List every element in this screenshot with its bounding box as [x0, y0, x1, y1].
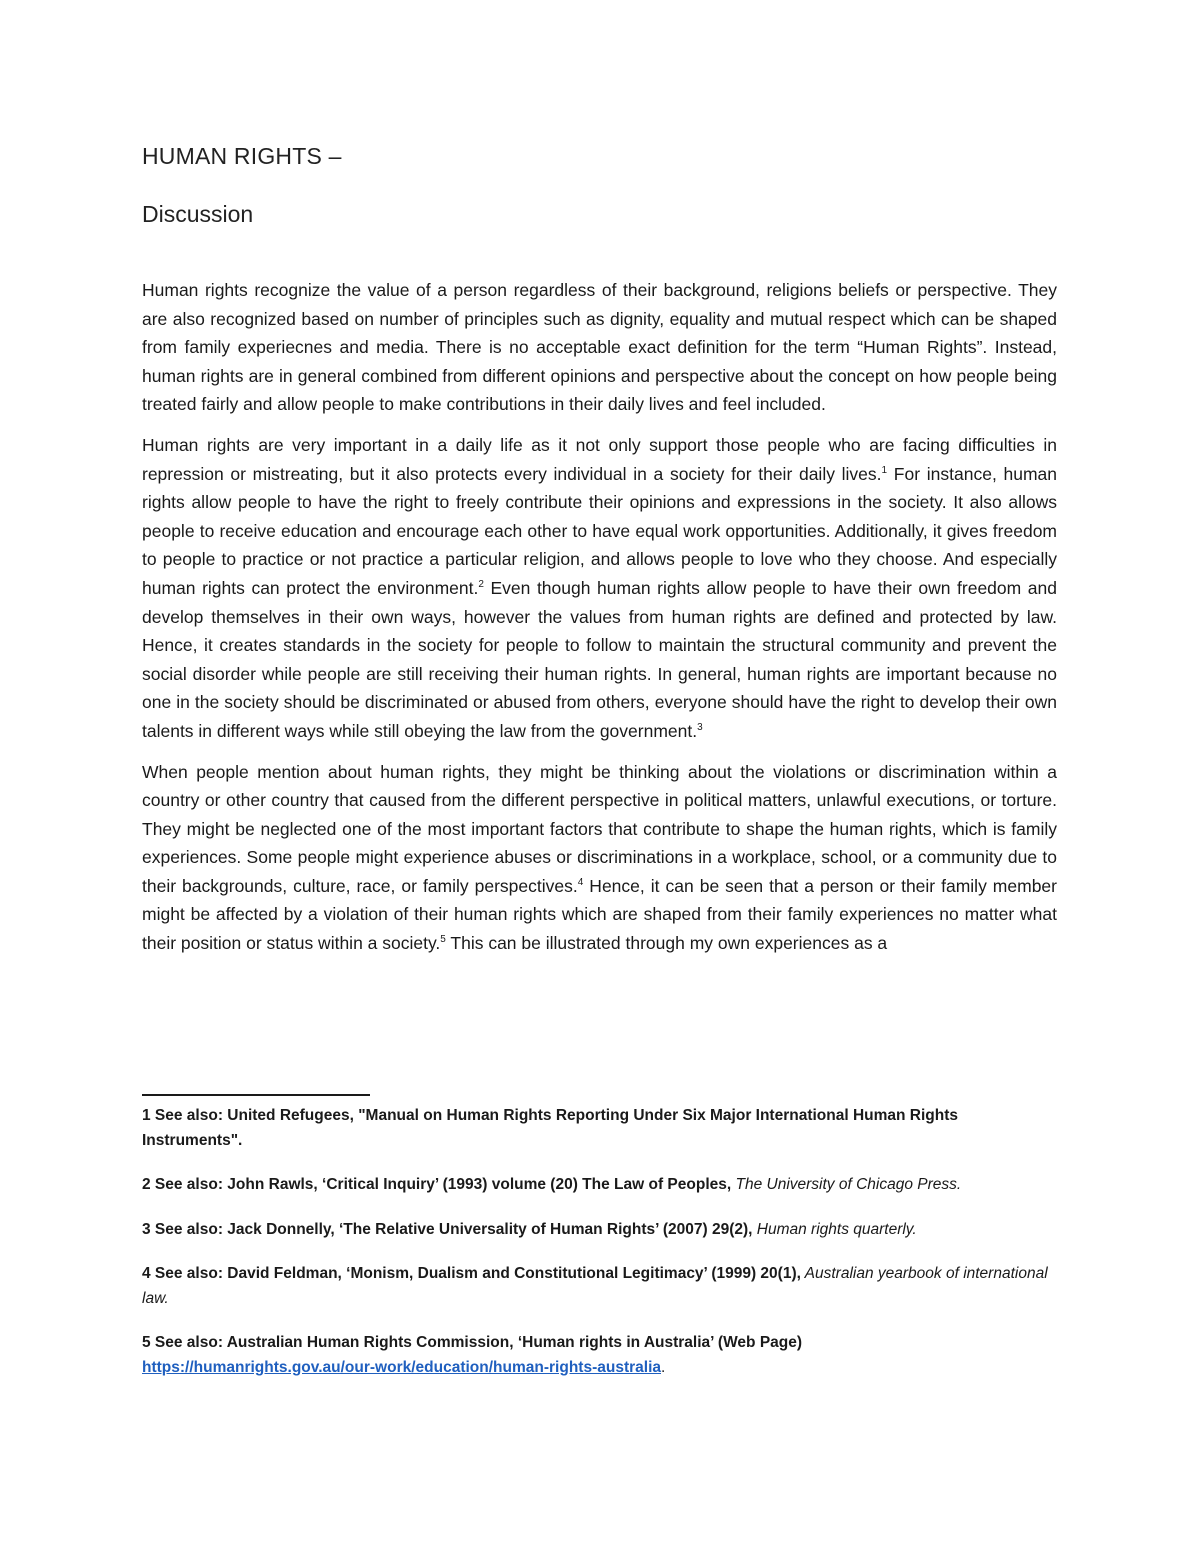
footnote-2-citation: 2 See also: John Rawls, ‘Critical Inquiry’ (1993) volume (20) The Law of Peoples, — [142, 1176, 732, 1193]
paragraph-1 — [142, 276, 1057, 419]
document-title: HUMAN RIGHTS – — [142, 143, 342, 169]
paragraph-3-text-c: This can be illustrated through my own experiences as a — [445, 933, 888, 954]
footnote-ref-1[interactable]: 1 — [881, 464, 888, 476]
paragraph-1-text: Human rights recognize the value of a person regardless of their background, religions beliefs or perspective. They are also recognized based on number of principles such as dignity, equality and mutual respect which can be shaped from family experiecnes and media. There is no acceptable exact definition for the term “Human Rights”. Instead, human rights are in general combined from different opinions and perspective about the concept on how people being treated fairly and allow people to make contributions in their daily lives and feel included. — [142, 280, 1057, 415]
paragraph-2-text-c: Even though human rights allow people to have their own freedom and develop themselves in their own ways, however the values from human rights are defined and protected by law. Hence, it creates standards in the society for people to follow to maintain the structural community and prevent the social disorder while people are still receiving their human rights. In general, human rights are important because no one in the society should be discriminated or abused from others, everyone should have the right to develop their own talents in different ways while still obeying the law from the government. — [142, 577, 1057, 741]
paragraph-2 — [142, 431, 1057, 746]
footnote-3 — [142, 1218, 1057, 1243]
footnote-ref-5[interactable]: 5 — [440, 934, 446, 946]
footnote-3-citation: 3 See also: Jack Donnelly, ‘The Relative Universality of Human Rights’ (2007) 29(2), — [142, 1220, 753, 1238]
paragraph-3 — [142, 758, 1057, 958]
paragraph-2-text-a: Human rights are very important in a daily life as it not only support those people who are facing difficulties in repression or mistreating, but it also protects every individual in a society for their daily lives. — [142, 434, 1057, 484]
footnote-1-text: 1 See also: United Refugees, "Manual on Human Rights Reporting Under Six Major International Human Rights Instruments". — [142, 1107, 959, 1149]
document-body — [142, 276, 1057, 970]
footnote-5-citation: 5 See also: Australian Human Rights Commission, ‘Human rights in Australia’ (Web Page) — [142, 1334, 803, 1351]
footnote-4-journal: Australian yearbook of international law. — [142, 1265, 1048, 1307]
footnote-1 — [142, 1104, 1057, 1153]
footnote-2 — [142, 1173, 1057, 1198]
footnote-2-publisher: The University of Chicago Press. — [731, 1176, 962, 1193]
footnote-ref-3[interactable]: 3 — [697, 722, 703, 734]
footnote-ref-4[interactable]: 4 — [577, 877, 584, 889]
footnote-5-period: . — [661, 1358, 666, 1376]
paragraph-3-text-b: Hence, it can be seen that a person or their family member might be affected by a violation of their human rights which are shaped from their family experiences no matter what their position or status within a society. — [142, 875, 1057, 954]
footnote-4 — [142, 1262, 1057, 1311]
footnote-5-link[interactable]: https://humanrights.gov.au/our-work/education/human-rights-australia — [142, 1358, 661, 1376]
document-subtitle: Discussion — [142, 201, 254, 227]
footnote-4-citation: 4 See also: David Feldman, ‘Monism, Dualism and Constitutional Legitimacy’ (1999) 20(1), — [142, 1265, 801, 1282]
footnote-separator — [142, 1094, 370, 1096]
footnote-3-journal: Human rights quarterly. — [752, 1220, 917, 1238]
paragraph-3-text-a: When people mention about human rights, they might be thinking about the violations or discrimination within a country or other country that caused from the different perspective in political matters, unlawful executions, or torture. They might be neglected one of the most important factors that contribute to shape the human rights, which is family experiences. Some people might experience abuses or discriminations in a workplace, school, or a community due to their backgrounds, culture, race, or family perspectives. — [142, 761, 1057, 896]
footnote-ref-2[interactable]: 2 — [478, 579, 484, 591]
footnotes-section — [142, 1104, 1057, 1400]
paragraph-2-text-b: For instance, human rights allow people to have the right to freely contribute their opinions and expressions in the society. It also allows people to receive education and encourage each other to have equal work opportunities. Additionally, it gives freedom to people to practice or not practice a particular religion, and allows people to love who they choose. And especially human rights can protect the environment. — [142, 463, 1058, 598]
footnote-5 — [142, 1331, 1057, 1380]
